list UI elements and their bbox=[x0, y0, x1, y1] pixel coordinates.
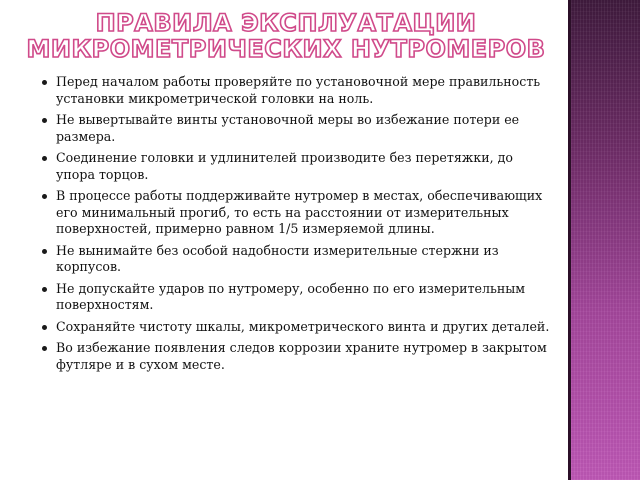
bullet-text: Сохраняйте чистоту шкалы, микрометрического винта и других деталей. bbox=[56, 318, 550, 334]
bullet-text: Не вывертывайте винты установочной меры во избежание потери ее размера. bbox=[56, 112, 520, 144]
side-panel-texture bbox=[571, 0, 640, 480]
bullet-text: Не допускайте ударов по нутромеру, особенно по его измерительным поверхностям. bbox=[56, 280, 526, 312]
bullet-item bbox=[56, 340, 552, 373]
bullet-text: Соединение головки и удлинителей производите без перетяжки, до упора торцов. bbox=[56, 150, 513, 182]
bullet-item bbox=[56, 243, 552, 276]
bullet-text: Перед началом работы проверяйте по установочной мере правильность установки микрометрической головки на ноль. bbox=[56, 74, 541, 106]
bullet-item bbox=[56, 112, 552, 145]
bullet-item bbox=[56, 281, 552, 314]
title-band bbox=[0, 0, 572, 72]
bullet-list-container bbox=[56, 74, 552, 378]
bullet-icon bbox=[42, 249, 47, 254]
bullet-icon bbox=[42, 287, 47, 292]
bullet-icon bbox=[42, 346, 47, 351]
bullet-text: В процессе работы поддерживайте нутромер в местах, обеспечивающих его минимальный прогиб, то есть на расстоянии от измерительных поверхностей, примерно равном 1/5 измеряемой длины. bbox=[56, 188, 543, 236]
bullet-icon bbox=[42, 156, 47, 161]
bullet-icon bbox=[42, 80, 47, 85]
bullet-item bbox=[56, 74, 552, 107]
bullet-item bbox=[56, 319, 552, 336]
bullet-item bbox=[56, 150, 552, 183]
bullet-item bbox=[56, 188, 552, 238]
bullet-list bbox=[56, 74, 552, 373]
bullet-text: Не вынимайте без особой надобности измерительные стержни из корпусов. bbox=[56, 242, 499, 274]
bullet-icon bbox=[42, 325, 47, 330]
bullet-text: Во избежание появления следов коррозии храните нутромер в закрытом футляре и в сухом месте. bbox=[56, 340, 547, 372]
side-panel bbox=[571, 0, 640, 480]
bullet-icon bbox=[42, 194, 47, 199]
slide-title: ПРАВИЛА ЭКСПЛУАТАЦИИ МИКРОМЕТРИЧЕСКИХ НУТРОМЕРОВ bbox=[26, 9, 546, 63]
bullet-icon bbox=[42, 118, 47, 123]
